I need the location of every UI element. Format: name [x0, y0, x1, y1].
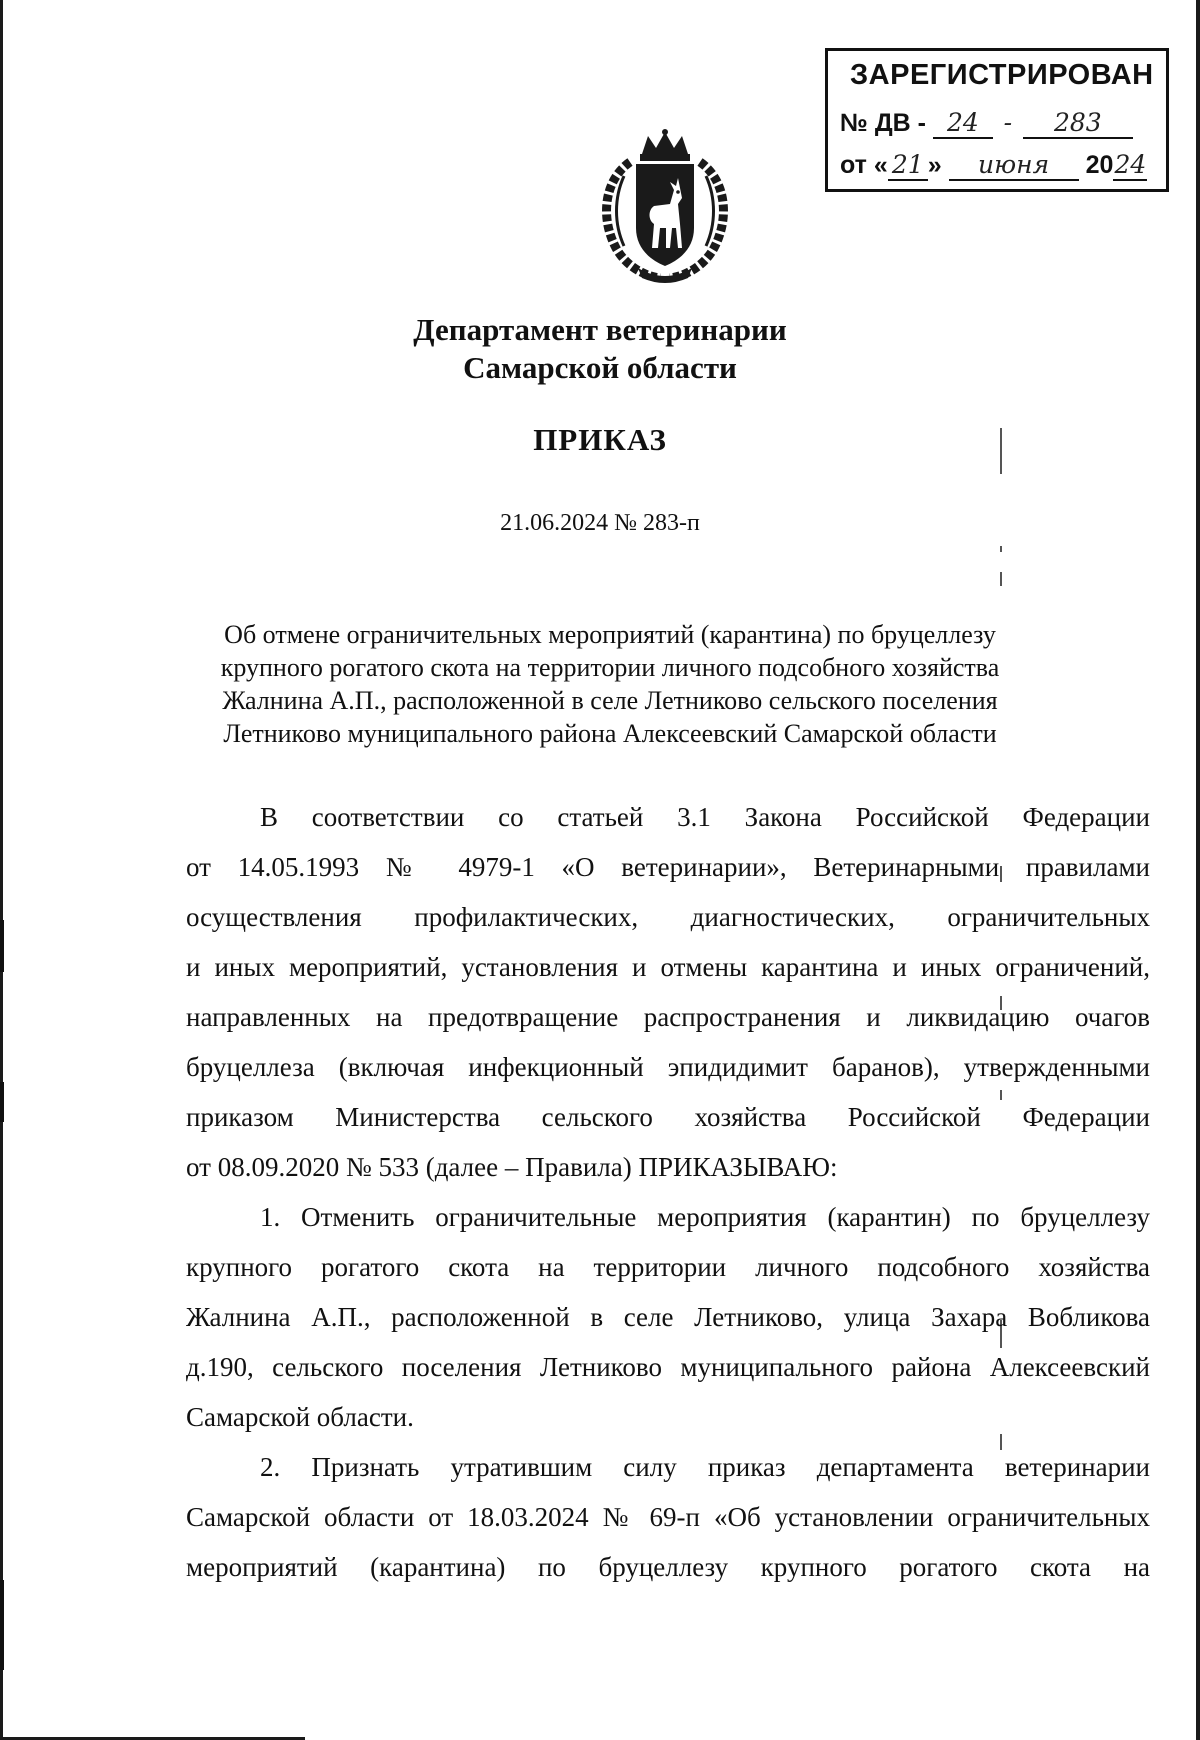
scan-mark [0, 1082, 4, 1122]
stamp-number-row [840, 109, 1133, 139]
stamp-date-prefix: от « [840, 151, 888, 179]
stamp-number-separator: - [1003, 108, 1013, 137]
body-line: от 14.05.1993 № 4979-1 «О ветеринарии», Ветеринарными правилами [186, 852, 1150, 882]
subject-line: Летниково муниципального района Алексеевский Самарской области [223, 719, 997, 748]
fold-mark [1000, 1434, 1002, 1450]
scan-edge-right [1196, 0, 1200, 1740]
body-line-item-1: 1. Отменить ограничительные мероприятия (карантин) по бруцеллезу [260, 1202, 1150, 1232]
department-name-line1: Департамент ветеринарии [413, 312, 787, 347]
subject-line: крупного рогатого скота на территории личного подсобного хозяйства [220, 653, 1000, 682]
order-title: ПРИКАЗ [533, 422, 667, 457]
stamp-date-row [840, 151, 1147, 181]
body-line-item-1: крупного рогатого скота на территории личного подсобного хозяйства [186, 1252, 1150, 1282]
body-line-item-1: Самарской области. [186, 1402, 414, 1432]
subject-line: Об отмене ограничительных мероприятий (карантина) по бруцеллезу [224, 620, 996, 649]
body-line-item-2: Самарской области от 18.03.2024 № 69-п «Об установлении ограничительных [186, 1502, 1150, 1532]
coat-of-arms-emblem [590, 128, 740, 284]
fold-mark [1000, 1090, 1002, 1100]
order-date-number: 21.06.2024 № 283-п [500, 510, 700, 536]
fold-mark [1000, 546, 1002, 552]
scan-mark [0, 920, 4, 972]
body-line-item-1: д.190, сельского поселения Летниково муниципального района Алексеевский [186, 1352, 1150, 1382]
stamp-date-month: июня [949, 151, 1079, 181]
stamp-date-day: 21 [888, 151, 928, 181]
stamp-year-prefix: 20 [1085, 151, 1114, 179]
body-line-item-2: мероприятий (карантина) по бруцеллезу крупного рогатого скота на [186, 1552, 1150, 1582]
fold-mark [1000, 572, 1002, 586]
body-line: направленных на предотвращение распространения и ликвидацию очагов [186, 1002, 1150, 1032]
stamp-number-prefix: № ДВ - [840, 109, 926, 137]
stamp-number-handwritten-1: 24 [933, 109, 993, 139]
body-line: от 08.09.2020 № 533 (далее – Правила) ПРИКАЗЫВАЮ: [186, 1152, 838, 1182]
department-name-line2: Самарской области [463, 350, 737, 385]
body-line: приказом Министерства сельского хозяйства Российской Федерации [186, 1102, 1150, 1132]
stamp-number-handwritten-2: 283 [1023, 109, 1133, 139]
stamp-title: ЗАРЕГИСТРИРОВАН [850, 59, 1154, 91]
body-line-item-1: Жалнина А.П., расположенной в селе Летниково, улица Захара Вобликова [186, 1302, 1150, 1332]
order-subject [180, 618, 1040, 750]
scan-edge-left [0, 0, 3, 1740]
body-line: и иных мероприятий, установления и отмены карантина и иных ограничений, [186, 952, 1150, 982]
subject-line: Жалнина А.П., расположенной в селе Летниково сельского поселения [222, 686, 998, 715]
stamp-year-suffix: 24 [1114, 150, 1147, 179]
body-line-item-2: 2. Признать утратившим силу приказ департамента ветеринарии [260, 1452, 1150, 1482]
scan-mark [0, 1580, 4, 1670]
registration-stamp [825, 48, 1169, 192]
body-line: В соответствии со статьей 3.1 Закона Российской Федерации [260, 802, 1150, 832]
coat-of-arms-icon [590, 128, 740, 284]
body-line: осуществления профилактических, диагностических, ограничительных [186, 902, 1150, 932]
body-line: бруцеллеза (включая инфекционный эпидидимит баранов), утвержденными [186, 1052, 1150, 1082]
stamp-date-close: » [927, 151, 942, 179]
